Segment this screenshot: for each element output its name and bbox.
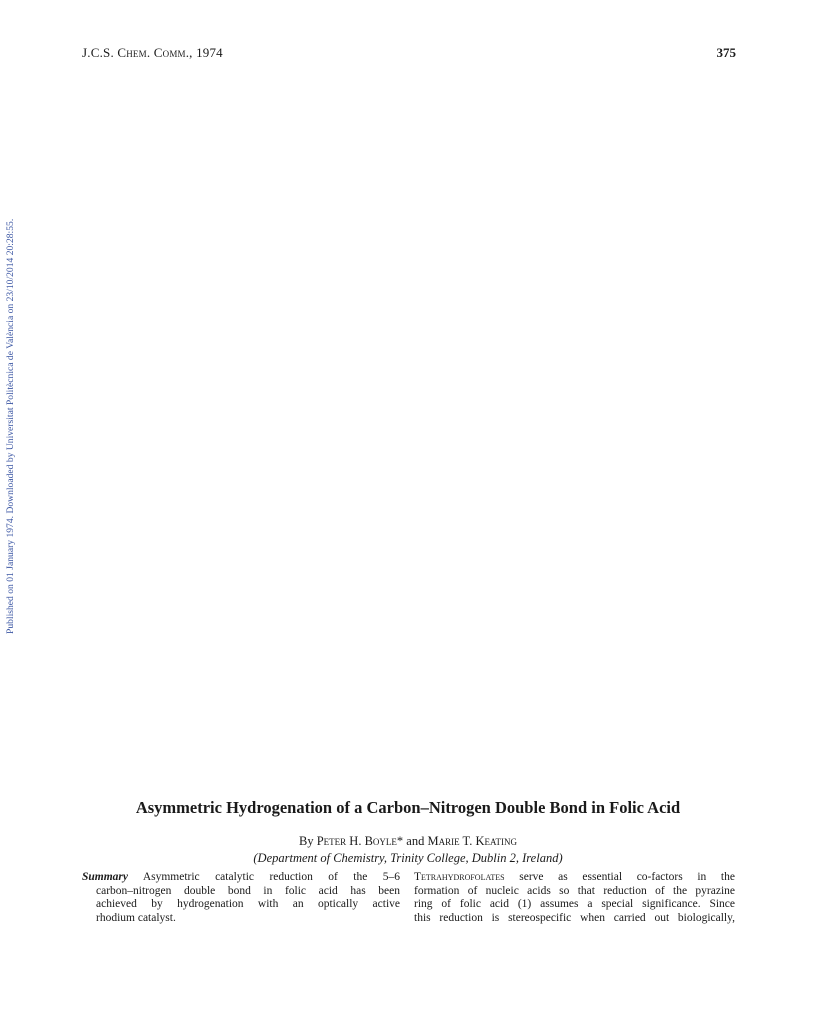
author-line: By Peter H. Boyle* and Marie T. Keating (299, 834, 517, 848)
author-name: Marie T. Keating (427, 834, 517, 848)
body-column (414, 871, 735, 925)
running-header-journal: J.C.S. Chem. Comm., 1974 (82, 45, 223, 60)
summary-line: Summary Asymmetric catalytic reduction of the 5–6 (82, 871, 400, 883)
summary-line: carbon–nitrogen double bond in folic acid has been (96, 884, 400, 897)
lead-word: Tetrahydrofolates (414, 871, 505, 883)
body-line: Tetrahydrofolates serve as essential co-factors in the (414, 871, 735, 883)
article-title: Asymmetric Hydrogenation of a Carbon–Nitrogen Double Bond in Folic Acid (135, 798, 681, 817)
affiliation: (Department of Chemistry, Trinity College, Dublin 2, Ireland) (253, 851, 563, 865)
summary-line: rhodium catalyst. (96, 911, 176, 924)
page-number: 375 (716, 45, 736, 60)
summary-line: achieved by hydrogenation with an optically active (96, 898, 400, 911)
author-name: Peter H. Boyle (316, 834, 397, 848)
body-line: formation of nucleic acids so that reduction of the pyrazine (414, 884, 735, 897)
summary-label: Summary (82, 871, 129, 883)
body-line: this reduction is stereospecific when carried out biologically, (414, 911, 735, 924)
download-stamp: Published on 01 January 1974. Downloaded by Universitat Politècnica de València on 23/10/2014 20:28:55. (5, 218, 16, 634)
summary-column (82, 871, 400, 925)
body-line: ring of folic acid (1) assumes a special significance. Since (414, 898, 735, 911)
